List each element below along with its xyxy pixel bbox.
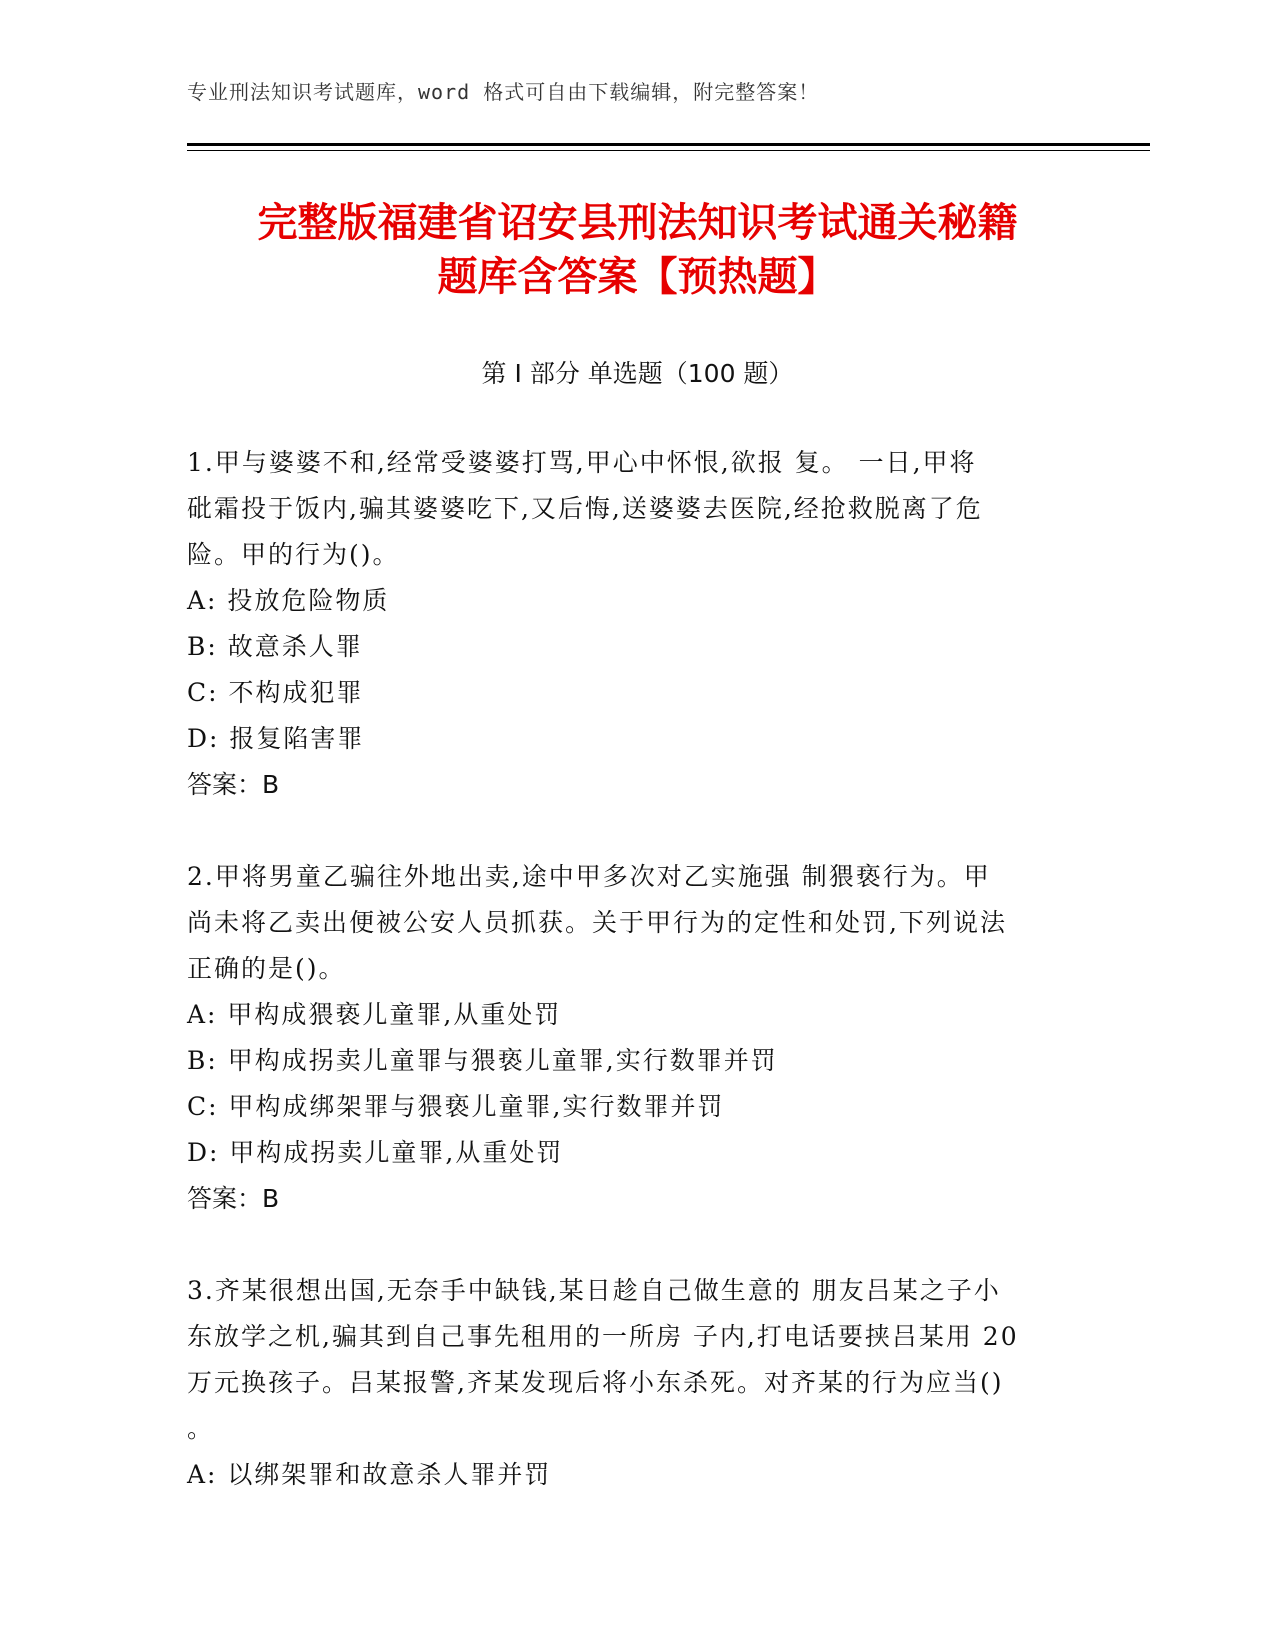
question-text-line: 2.甲将男童乙骗往外地出卖,途中甲多次对乙实施强 制猥亵行为。甲 xyxy=(187,862,991,891)
question-text-line: 砒霜投于饭内,骗其婆婆吃下,又后悔,送婆婆去医院,经抢救脱离了危 xyxy=(187,494,983,523)
option-a: A: 以绑架罪和故意杀人罪并罚 xyxy=(187,1460,552,1489)
section-heading: 第 I 部分 单选题（100 题） xyxy=(481,359,794,388)
answer-line: 答案：B xyxy=(187,770,280,799)
title-line-2: 题库含答案【预热题】 xyxy=(437,254,838,300)
option-d: D: 报复陷害罪 xyxy=(187,724,365,753)
question-2 xyxy=(187,854,1087,1222)
question-text-line: 险。甲的行为()。 xyxy=(187,540,400,569)
header-rule-thin xyxy=(187,150,1150,151)
option-b: B: 故意杀人罪 xyxy=(187,632,363,661)
question-text-line: 1.甲与婆婆不和,经常受婆婆打骂,甲心中怀恨,欲报 复。 一日,甲将 xyxy=(187,448,977,477)
answer-line: 答案：B xyxy=(187,1184,280,1213)
question-list xyxy=(187,440,1087,1498)
question-spacer xyxy=(187,808,1087,854)
question-text-line: 万元换孩子。吕某报警,齐某发现后将小东杀死。对齐某的行为应当() xyxy=(187,1368,1004,1397)
header-note: 专业刑法知识考试题库，word 格式可自由下载编辑，附完整答案！ xyxy=(187,80,820,104)
question-spacer xyxy=(187,1222,1087,1268)
option-b: B: 甲构成拐卖儿童罪与猥亵儿童罪,实行数罪并罚 xyxy=(187,1046,778,1075)
document-title xyxy=(150,196,1125,304)
title-line-1: 完整版福建省诏安县刑法知识考试通关秘籍 xyxy=(257,200,1018,246)
question-text-line: 正确的是()。 xyxy=(187,954,346,983)
question-text-line: 3.齐某很想出国,无奈手中缺钱,某日趁自己做生意的 朋友吕某之子小 xyxy=(187,1276,1001,1305)
question-3 xyxy=(187,1268,1087,1498)
question-1 xyxy=(187,440,1087,808)
question-text-line: 东放学之机,骗其到自己事先租用的一所房 子内,打电话要挟吕某用 20 xyxy=(187,1322,1019,1351)
question-text-line: 。 xyxy=(187,1414,215,1443)
option-a: A: 甲构成猥亵儿童罪,从重处罚 xyxy=(187,1000,562,1029)
question-text-line: 尚未将乙卖出便被公安人员抓获。关于甲行为的定性和处罚,下列说法 xyxy=(187,908,1007,937)
header-rule-thick xyxy=(187,143,1150,146)
option-c: C: 甲构成绑架罪与猥亵儿童罪,实行数罪并罚 xyxy=(187,1092,725,1121)
option-d: D: 甲构成拐卖儿童罪,从重处罚 xyxy=(187,1138,564,1167)
option-a: A: 投放危险物质 xyxy=(187,586,390,615)
option-c: C: 不构成犯罪 xyxy=(187,678,364,707)
